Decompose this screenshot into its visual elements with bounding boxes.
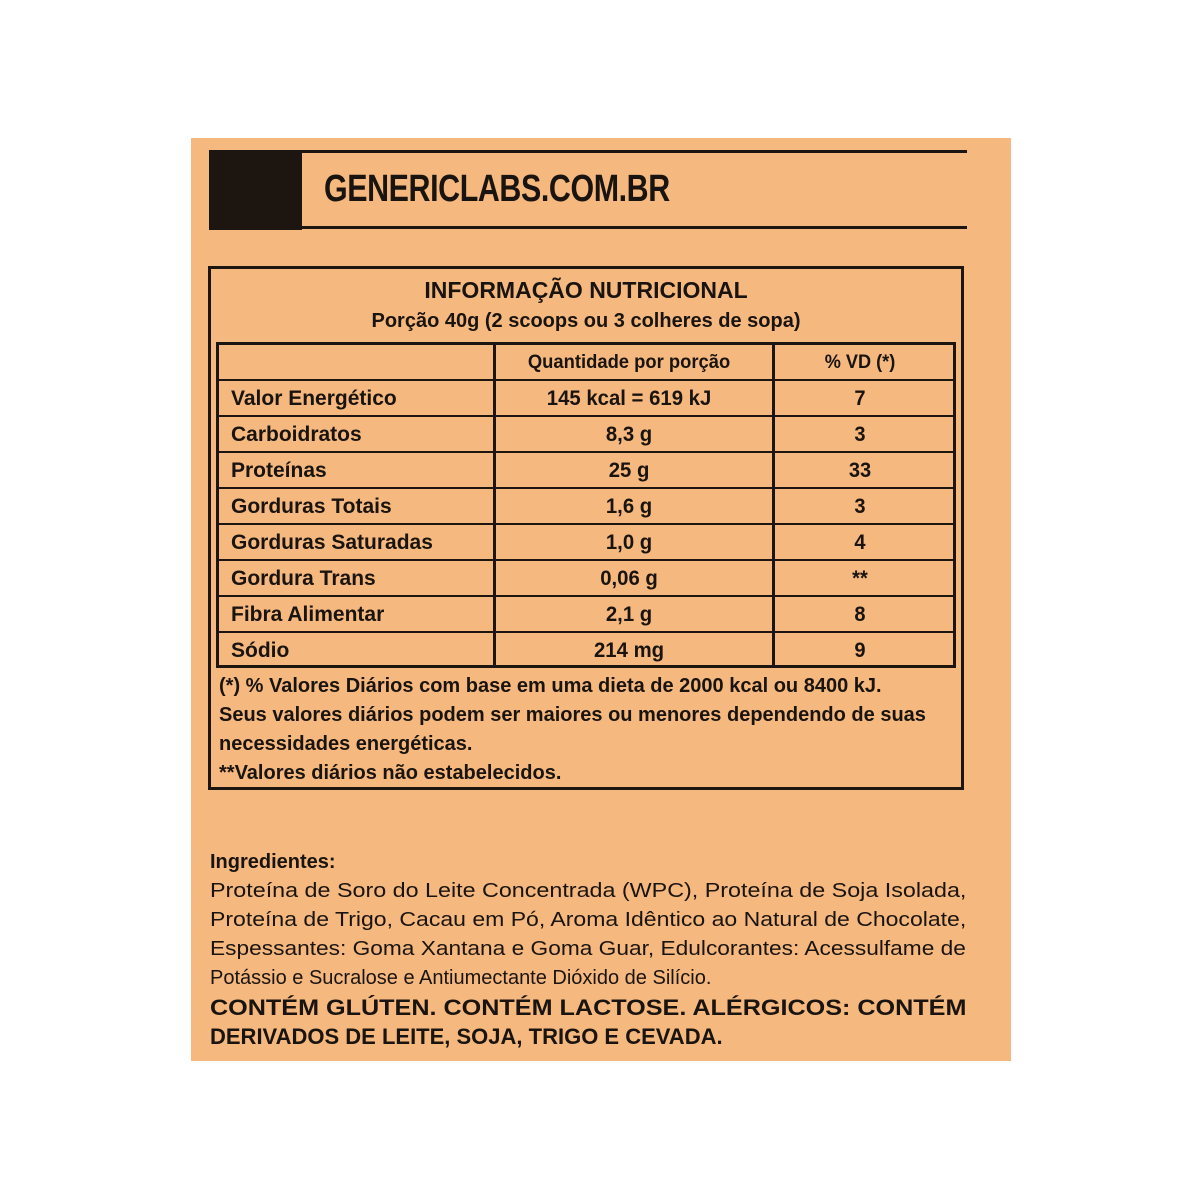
nutrient-quantity: 25 g — [608, 459, 650, 482]
nutrition-title: INFORMAÇÃO NUTRICIONAL — [424, 277, 748, 303]
footnote-line: (*) % Valores Diários com base em uma dieta de 2000 kcal ou 8400 kJ. — [219, 675, 882, 697]
product-label — [191, 138, 1011, 1061]
nutrient-name: Gorduras Saturadas — [231, 531, 433, 554]
nutrition-footnotes — [219, 672, 959, 788]
nutrient-quantity: 0,06 g — [600, 567, 658, 590]
nutrient-daily-value: 4 — [854, 531, 866, 554]
nutrient-name: Sódio — [231, 639, 290, 662]
brand-block — [209, 150, 302, 230]
serving-size: Porção 40g (2 scoops ou 3 colheres de sopa) — [371, 310, 801, 332]
table-row — [219, 417, 953, 453]
nutrient-quantity: 145 kcal = 619 kJ — [546, 387, 712, 410]
nutrient-name: Gorduras Totais — [231, 495, 392, 518]
ingredients-section — [210, 848, 970, 1051]
table-header-row — [219, 345, 953, 381]
nutrient-daily-value: 9 — [854, 639, 866, 662]
nutrient-daily-value: ** — [852, 567, 868, 590]
ingredients-line: Potássio e Sucralose e Antiumectante Dióxido de Silício. — [210, 967, 712, 989]
brand-site: GENERICLABS.COM.BR — [324, 168, 670, 210]
nutrient-name: Carboidratos — [231, 423, 362, 446]
ingredients-line: Proteína de Trigo, Cacau em Pó, Aroma Idêntico ao Natural de Chocolate, — [210, 909, 967, 931]
table-row — [219, 597, 953, 633]
footnote-line: **Valores diários não estabelecidos. — [219, 762, 562, 784]
nutrient-daily-value: 33 — [848, 459, 872, 482]
nutrient-daily-value: 3 — [854, 495, 866, 518]
table-row — [219, 489, 953, 525]
nutrient-quantity: 2,1 g — [605, 603, 653, 626]
nutrient-quantity: 8,3 g — [605, 423, 653, 446]
brand-rule-top — [302, 150, 967, 153]
brand-rule-bottom — [302, 226, 967, 229]
nutrient-daily-value: 3 — [854, 423, 866, 446]
nutrient-name: Gordura Trans — [231, 567, 376, 590]
nutrient-daily-value: 8 — [854, 603, 866, 626]
ingredients-line: Proteína de Soro do Leite Concentrada (WPC), Proteína de Soja Isolada, — [210, 880, 967, 902]
header-daily-value: % VD (*) — [824, 352, 896, 373]
footnote-line: necessidades energéticas. — [219, 733, 473, 755]
footnote-line: Seus valores diários podem ser maiores ou menores dependendo de suas — [219, 704, 926, 726]
table-row — [219, 633, 953, 669]
nutrition-table — [216, 342, 956, 668]
nutrient-quantity: 1,6 g — [605, 495, 653, 518]
nutrient-quantity: 1,0 g — [605, 531, 653, 554]
ingredients-title: Ingredientes: — [210, 851, 336, 873]
nutrient-quantity: 214 mg — [594, 639, 665, 662]
header-quantity: Quantidade por porção — [527, 352, 731, 373]
nutrient-daily-value: 7 — [854, 387, 866, 410]
nutrient-name: Proteínas — [231, 459, 327, 482]
allergen-warning: DERIVADOS DE LEITE, SOJA, TRIGO E CEVADA. — [210, 1024, 723, 1049]
nutrient-name: Fibra Alimentar — [231, 603, 385, 626]
ingredients-line: Espessantes: Goma Xantana e Goma Guar, Edulcorantes: Acessulfame de — [210, 938, 966, 960]
table-row — [219, 525, 953, 561]
nutrient-name: Valor Energético — [231, 387, 397, 410]
allergen-warning: CONTÉM GLÚTEN. CONTÉM LACTOSE. ALÉRGICOS: CONTÉM — [210, 995, 967, 1020]
table-row — [219, 453, 953, 489]
table-row — [219, 561, 953, 597]
table-row — [219, 381, 953, 417]
nutrition-panel — [208, 266, 964, 790]
